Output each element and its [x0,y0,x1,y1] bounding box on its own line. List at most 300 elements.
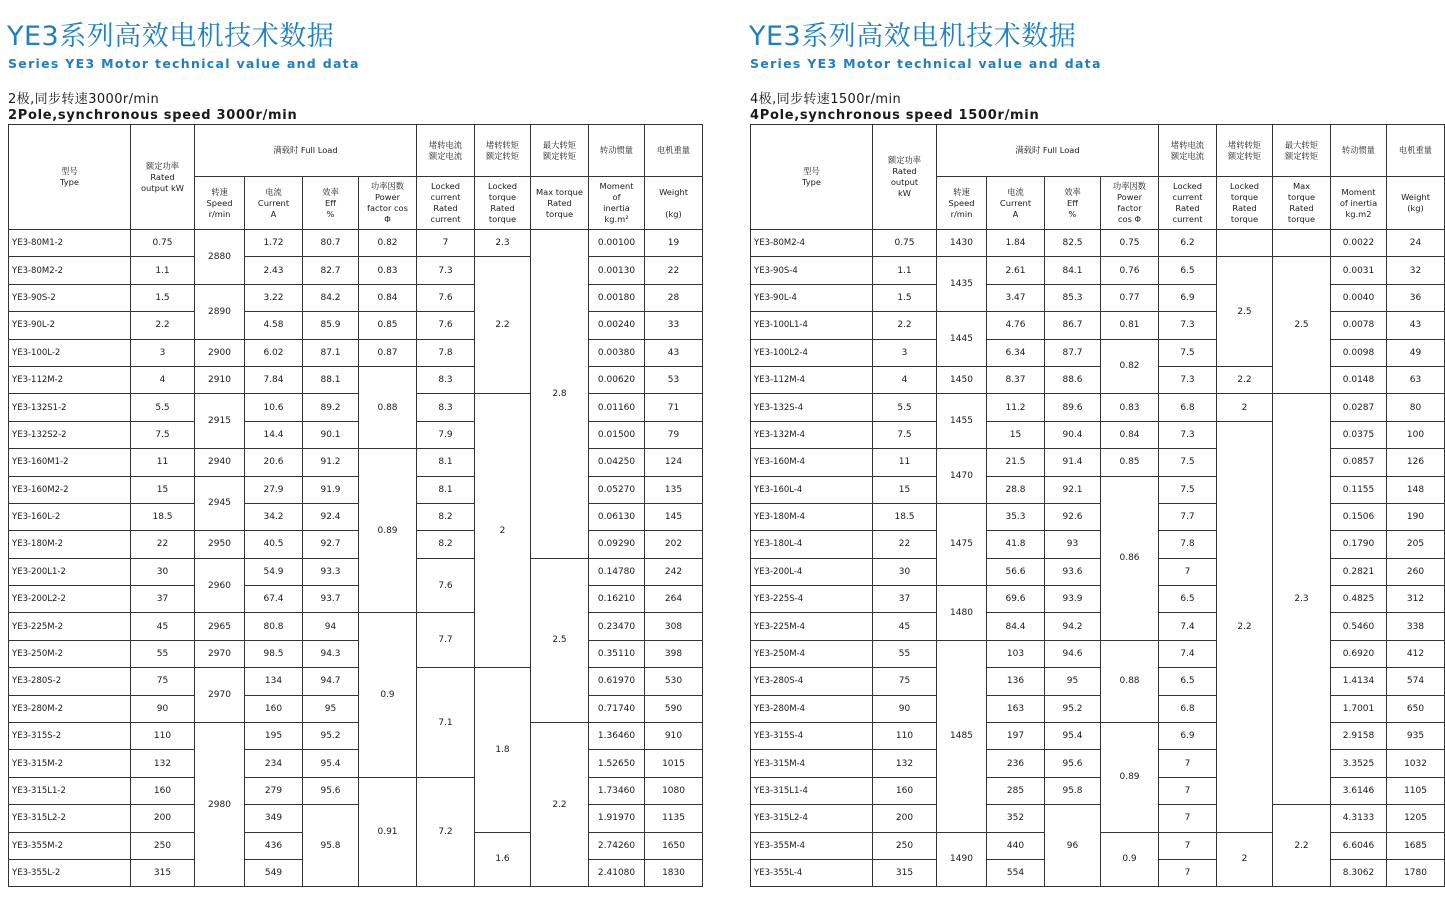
cell-speed: 2900 [195,339,245,366]
cell-locked-current: 6.2 [1159,230,1217,257]
header-rated-output: 额定功率 Rated output kW [131,125,195,230]
cell-rated-output: 75 [131,668,195,695]
cell-type: YE3-100L2-4 [751,339,873,366]
cell-type: YE3-315S-2 [9,723,131,750]
cell-rated-output: 75 [873,668,937,695]
table-row [9,394,703,421]
table-row [9,312,703,339]
cell-weight: 148 [1387,476,1445,503]
cell-efficiency: 84.2 [303,284,359,311]
cell-current: 28.8 [987,476,1045,503]
cell-weight: 19 [645,230,703,257]
cell-power-factor: 0.88 [359,366,417,448]
panel-2pole [8,22,703,887]
cell-inertia: 0.0031 [1331,257,1387,284]
cell-efficiency: 91.4 [1045,449,1101,476]
table-row [9,805,703,832]
cell-type: YE3-160L-2 [9,503,131,530]
cell-locked-current: 8.1 [417,449,475,476]
cell-efficiency: 93.6 [1045,558,1101,585]
cell-efficiency: 92.1 [1045,476,1101,503]
cell-efficiency: 94.2 [1045,613,1101,640]
cell-type: YE3-225M-4 [751,613,873,640]
cell-power-factor: 0.84 [1101,421,1159,448]
cell-rated-output: 7.5 [131,421,195,448]
cell-inertia: 1.73460 [589,777,645,804]
cell-rated-output: 5.5 [131,394,195,421]
cell-type: YE3-90L-2 [9,312,131,339]
cell-type: YE3-80M1-2 [9,230,131,257]
table-row [9,503,703,530]
cell-inertia: 0.0375 [1331,421,1387,448]
cell-type: YE3-100L1-4 [751,312,873,339]
cell-speed: 1430 [937,230,987,257]
cell-locked-torque: 2.2 [1217,366,1273,393]
cell-power-factor: 0.86 [1101,476,1159,640]
header-max-torque-en: Max torque Rated torque [531,177,589,230]
table-row [751,613,1445,640]
header-weight-cn: 电机重量 [645,125,703,177]
cell-inertia: 0.1506 [1331,503,1387,530]
header-inertia-en: Moment of inertia kg.m² [589,177,645,230]
cell-power-factor: 0.9 [1101,832,1159,887]
cell-weight: 79 [645,421,703,448]
cell-weight: 53 [645,366,703,393]
table-row [9,668,703,695]
cell-rated-output: 15 [131,476,195,503]
cell-efficiency: 85.3 [1045,284,1101,311]
cell-type: YE3-355M-2 [9,832,131,859]
cell-current: 103 [987,640,1045,667]
cell-current: 1.84 [987,230,1045,257]
cell-rated-output: 2.2 [873,312,937,339]
header-inertia-cn: 转动惯量 [1331,125,1387,177]
cell-weight: 1015 [645,750,703,777]
cell-current: 21.5 [987,449,1045,476]
cell-type: YE3-160M2-2 [9,476,131,503]
cell-current: 2.43 [245,257,303,284]
header-type: 型号 Type [751,125,873,230]
cell-current: 69.6 [987,586,1045,613]
cell-speed: 2980 [195,723,245,887]
cell-type: YE3-132M-4 [751,421,873,448]
cell-locked-current: 7.6 [417,312,475,339]
cell-rated-output: 250 [131,832,195,859]
cell-locked-current: 7 [1159,859,1217,886]
cell-rated-output: 5.5 [873,394,937,421]
cell-efficiency: 92.4 [303,503,359,530]
cell-max-torque: 2.8 [531,230,589,559]
cell-current: 40.5 [245,531,303,558]
cell-weight: 530 [645,668,703,695]
cell-inertia: 0.0148 [1331,366,1387,393]
cell-inertia: 0.71740 [589,695,645,722]
cell-inertia: 0.04250 [589,449,645,476]
cell-locked-current: 7 [1159,558,1217,585]
cell-current: 236 [987,750,1045,777]
cell-weight: 1105 [1387,777,1445,804]
cell-inertia: 0.0857 [1331,449,1387,476]
cell-weight: 135 [645,476,703,503]
cell-locked-current: 6.5 [1159,257,1217,284]
cell-weight: 1135 [645,805,703,832]
cell-current: 6.34 [987,339,1045,366]
header-locked-current-cn: 堵转电流 额定电流 [417,125,475,177]
cell-type: YE3-160M1-2 [9,449,131,476]
cell-power-factor: 0.83 [1101,394,1159,421]
cell-speed: 2960 [195,558,245,613]
cell-locked-torque: 2 [1217,832,1273,887]
cell-weight: 1032 [1387,750,1445,777]
table-row [9,339,703,366]
cell-weight: 312 [1387,586,1445,613]
cell-current: 554 [987,859,1045,886]
table-row [751,449,1445,476]
cell-type: YE3-315L1-4 [751,777,873,804]
cell-current: 8.37 [987,366,1045,393]
cell-rated-output: 4 [131,366,195,393]
cell-power-factor: 0.89 [1101,723,1159,833]
cell-weight: 80 [1387,394,1445,421]
cell-inertia: 4.3133 [1331,805,1387,832]
cell-weight: 43 [645,339,703,366]
cell-rated-output: 3 [873,339,937,366]
cell-current: 98.5 [245,640,303,667]
table-row [9,449,703,476]
cell-efficiency: 95 [1045,668,1101,695]
cell-rated-output: 2.2 [131,312,195,339]
cell-inertia: 8.3062 [1331,859,1387,886]
cell-rated-output: 45 [131,613,195,640]
cell-max-torque: 2.2 [531,723,589,887]
cell-efficiency: 90.4 [1045,421,1101,448]
cell-weight: 398 [645,640,703,667]
cell-weight: 1685 [1387,832,1445,859]
table-row [751,668,1445,695]
cell-efficiency: 94.6 [1045,640,1101,667]
cell-locked-current: 7.6 [417,558,475,613]
cell-power-factor: 0.88 [1101,640,1159,722]
cell-speed: 2970 [195,640,245,667]
cell-rated-output: 1.5 [873,284,937,311]
cell-type: YE3-355M-4 [751,832,873,859]
cell-current: 20.6 [245,449,303,476]
cell-current: 4.76 [987,312,1045,339]
cell-power-factor: 0.85 [359,312,417,339]
cell-locked-current: 7.9 [417,421,475,448]
cell-rated-output: 22 [873,531,937,558]
table-row [9,723,703,750]
header-locked-torque-en: Locked torque Rated torque [1217,177,1273,230]
cell-type: YE3-200L-4 [751,558,873,585]
cell-type: YE3-315M-4 [751,750,873,777]
cell-weight: 242 [645,558,703,585]
cell-rated-output: 250 [873,832,937,859]
table-row [751,777,1445,804]
cell-current: 41.8 [987,531,1045,558]
cell-inertia: 1.7001 [1331,695,1387,722]
cell-current: 163 [987,695,1045,722]
cell-locked-current: 7 [417,230,475,257]
cell-speed: 1445 [937,312,987,367]
cell-max-torque [1273,230,1331,257]
cell-current: 136 [987,668,1045,695]
cell-locked-torque: 1.6 [475,832,531,887]
table-row [751,805,1445,832]
cell-type: YE3-280S-2 [9,668,131,695]
cell-current: 195 [245,723,303,750]
table-row [751,394,1445,421]
cell-locked-current: 7.4 [1159,613,1217,640]
cell-inertia: 0.35110 [589,640,645,667]
header-max-torque-en: Max torque Rated torque [1273,177,1331,230]
cell-locked-current: 7.3 [1159,421,1217,448]
cell-locked-current: 7.8 [1159,531,1217,558]
cell-type: YE3-180L-4 [751,531,873,558]
page-subtitle: Series YE3 Motor technical value and data [750,56,1102,71]
cell-weight: 49 [1387,339,1445,366]
cell-rated-output: 200 [131,805,195,832]
speed-heading-cn: 4极,同步转速1500r/min [750,92,902,107]
cell-efficiency: 88.1 [303,366,359,393]
cell-current: 436 [245,832,303,859]
header-power-factor: 功率因数 Power factor cos Φ [1101,177,1159,230]
cell-type: YE3-180M-2 [9,531,131,558]
header-inertia-en: Moment of inertia kg.m2 [1331,177,1387,230]
cell-current: 440 [987,832,1045,859]
cell-inertia: 0.4825 [1331,586,1387,613]
cell-type: YE3-112M-4 [751,366,873,393]
cell-type: YE3-200L2-2 [9,586,131,613]
cell-speed: 1490 [937,832,987,887]
cell-rated-output: 0.75 [131,230,195,257]
table-row [751,503,1445,530]
cell-speed: 1475 [937,503,987,585]
cell-weight: 1780 [1387,859,1445,886]
cell-efficiency: 82.7 [303,257,359,284]
table-row [751,476,1445,503]
cell-inertia: 0.16210 [589,586,645,613]
cell-weight: 100 [1387,421,1445,448]
cell-weight: 202 [645,531,703,558]
cell-weight: 63 [1387,366,1445,393]
cell-efficiency: 95.2 [1045,695,1101,722]
cell-inertia: 0.00240 [589,312,645,339]
table-row [9,777,703,804]
header-full-load: 满载时 Full Load [195,125,417,177]
cell-efficiency: 87.7 [1045,339,1101,366]
cell-type: YE3-90S-4 [751,257,873,284]
table-row [751,284,1445,311]
cell-current: 56.6 [987,558,1045,585]
cell-inertia: 0.00380 [589,339,645,366]
cell-efficiency: 88.6 [1045,366,1101,393]
cell-efficiency: 89.6 [1045,394,1101,421]
cell-speed: 1435 [937,257,987,312]
cell-rated-output: 4 [873,366,937,393]
cell-inertia: 1.91970 [589,805,645,832]
cell-efficiency: 94.3 [303,640,359,667]
cell-current: 234 [245,750,303,777]
cell-locked-current: 7.8 [417,339,475,366]
table-row [9,586,703,613]
cell-current: 11.2 [987,394,1045,421]
cell-speed: 1485 [937,640,987,832]
cell-inertia: 1.4134 [1331,668,1387,695]
header-efficiency: 效率 Eff % [1045,177,1101,230]
cell-weight: 590 [645,695,703,722]
table-row [751,312,1445,339]
cell-locked-current: 7.3 [1159,366,1217,393]
cell-rated-output: 132 [873,750,937,777]
cell-type: YE3-100L-2 [9,339,131,366]
table-row [751,366,1445,393]
cell-inertia: 2.9158 [1331,723,1387,750]
cell-efficiency: 95 [303,695,359,722]
header-efficiency: 效率 Eff % [303,177,359,230]
cell-locked-current: 7.2 [417,777,475,887]
table-row [9,613,703,640]
cell-inertia: 0.0040 [1331,284,1387,311]
cell-current: 349 [245,805,303,832]
cell-current: 80.8 [245,613,303,640]
table-row [9,531,703,558]
cell-weight: 124 [645,449,703,476]
cell-speed: 2890 [195,284,245,339]
cell-efficiency: 94.7 [303,668,359,695]
cell-rated-output: 30 [873,558,937,585]
cell-efficiency: 95.4 [303,750,359,777]
table-row [9,558,703,585]
cell-inertia: 0.14780 [589,558,645,585]
cell-locked-current: 7 [1159,805,1217,832]
cell-weight: 1080 [645,777,703,804]
table-row [9,750,703,777]
header-max-torque-cn: 最大转矩 额定转矩 [531,125,589,177]
cell-speed: 2970 [195,668,245,723]
cell-current: 14.4 [245,421,303,448]
cell-speed: 2965 [195,613,245,640]
cell-type: YE3-250M-2 [9,640,131,667]
cell-type: YE3-315L2-4 [751,805,873,832]
cell-efficiency: 85.9 [303,312,359,339]
cell-current: 279 [245,777,303,804]
cell-inertia: 0.2821 [1331,558,1387,585]
header-current: 电流 Current A [987,177,1045,230]
cell-rated-output: 22 [131,531,195,558]
cell-current: 160 [245,695,303,722]
cell-locked-torque: 2 [475,394,531,668]
cell-rated-output: 1.1 [131,257,195,284]
cell-efficiency: 89.2 [303,394,359,421]
cell-rated-output: 132 [131,750,195,777]
cell-rated-output: 55 [131,640,195,667]
cell-speed: 2910 [195,366,245,393]
cell-locked-current: 7.1 [417,668,475,778]
cell-efficiency: 91.9 [303,476,359,503]
cell-locked-current: 6.5 [1159,668,1217,695]
table-row [751,531,1445,558]
cell-inertia: 3.3525 [1331,750,1387,777]
cell-inertia: 0.0287 [1331,394,1387,421]
header-max-torque-cn: 最大转矩 额定转矩 [1273,125,1331,177]
cell-current: 1.72 [245,230,303,257]
cell-inertia: 0.00620 [589,366,645,393]
cell-inertia: 0.00130 [589,257,645,284]
cell-rated-output: 3 [131,339,195,366]
table-row [9,476,703,503]
cell-inertia: 0.0098 [1331,339,1387,366]
cell-inertia: 0.00100 [589,230,645,257]
cell-inertia: 2.74260 [589,832,645,859]
table-row [9,230,703,257]
cell-weight: 126 [1387,449,1445,476]
cell-locked-current: 7 [1159,750,1217,777]
cell-efficiency: 82.5 [1045,230,1101,257]
table-row [751,640,1445,667]
motor-data-table [750,124,1445,887]
cell-weight: 1650 [645,832,703,859]
cell-locked-torque: 2.3 [475,230,531,257]
cell-inertia: 0.05270 [589,476,645,503]
cell-power-factor: 0.82 [1101,339,1159,394]
cell-weight: 205 [1387,531,1445,558]
cell-type: YE3-132S1-2 [9,394,131,421]
cell-inertia: 0.00180 [589,284,645,311]
cell-weight: 24 [1387,230,1445,257]
cell-efficiency: 87.1 [303,339,359,366]
cell-current: 4.58 [245,312,303,339]
table-row [751,230,1445,257]
cell-max-torque: 2.2 [1273,805,1331,887]
cell-type: YE3-355L-4 [751,859,873,886]
cell-power-factor: 0.84 [359,284,417,311]
header-locked-torque-en: Locked torque Rated torque [475,177,531,230]
cell-efficiency: 92.6 [1045,503,1101,530]
cell-type: YE3-250M-4 [751,640,873,667]
cell-type: YE3-160L-4 [751,476,873,503]
cell-locked-torque: 1.8 [475,668,531,832]
cell-weight: 1205 [1387,805,1445,832]
cell-locked-current: 8.3 [417,394,475,421]
header-inertia-cn: 转动惯量 [589,125,645,177]
cell-current: 34.2 [245,503,303,530]
cell-locked-torque: 2.2 [475,257,531,394]
cell-efficiency: 93.7 [303,586,359,613]
cell-rated-output: 0.75 [873,230,937,257]
cell-weight: 260 [1387,558,1445,585]
cell-speed: 1480 [937,586,987,641]
cell-efficiency: 93.3 [303,558,359,585]
cell-weight: 910 [645,723,703,750]
cell-inertia: 1.52650 [589,750,645,777]
cell-inertia: 0.0022 [1331,230,1387,257]
cell-type: YE3-315M-2 [9,750,131,777]
cell-locked-current: 8.2 [417,531,475,558]
cell-type: YE3-355L-2 [9,859,131,886]
cell-locked-current: 6.8 [1159,695,1217,722]
cell-rated-output: 1.5 [131,284,195,311]
cell-speed: 1450 [937,366,987,393]
cell-current: 549 [245,859,303,886]
table-row [751,723,1445,750]
cell-type: YE3-280M-2 [9,695,131,722]
header-power-factor: 功率因数 Power factor cos Φ [359,177,417,230]
header-locked-torque-cn: 堵转转矩 额定转矩 [1217,125,1273,177]
cell-type: YE3-280M-4 [751,695,873,722]
cell-weight: 308 [645,613,703,640]
cell-current: 2.61 [987,257,1045,284]
